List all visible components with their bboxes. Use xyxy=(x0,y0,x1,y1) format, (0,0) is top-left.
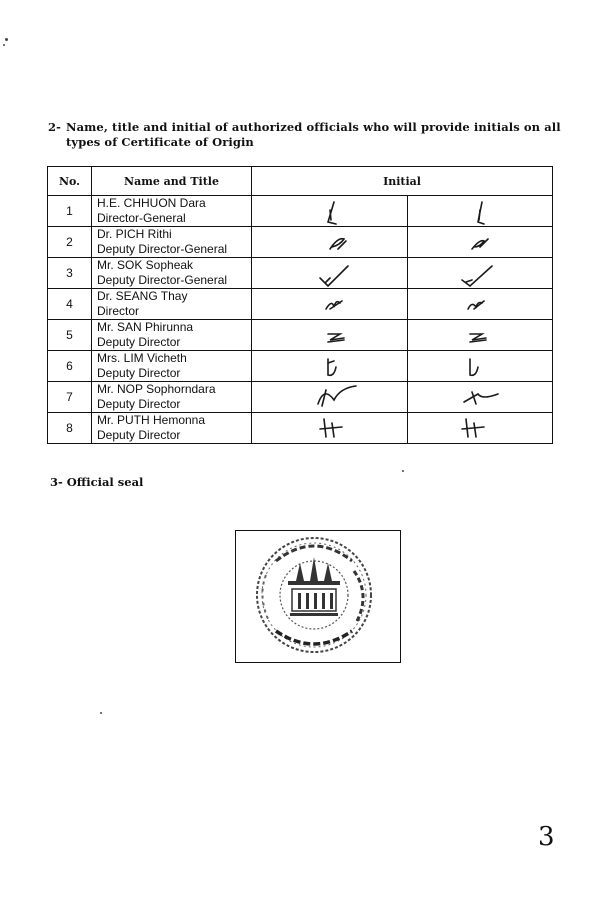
initial-signature-1 xyxy=(252,351,408,382)
handwritten-initial xyxy=(408,196,558,226)
official-name-title xyxy=(92,382,252,413)
initial-signature-1 xyxy=(252,258,408,289)
initial-stroke xyxy=(320,427,342,429)
table-row xyxy=(48,196,553,227)
official-seal-frame xyxy=(235,530,401,663)
header-initial: Initial xyxy=(252,167,553,196)
handwritten-initial xyxy=(252,258,402,288)
row-number: 2 xyxy=(48,227,92,258)
initial-stroke xyxy=(330,239,344,249)
official-name-title xyxy=(92,413,252,444)
official-title: Director xyxy=(97,304,140,318)
official-name: Dr. SEANG Thay xyxy=(97,289,188,303)
table-header-row xyxy=(48,167,553,196)
handwritten-initial xyxy=(252,289,402,319)
handwritten-initial xyxy=(252,351,402,381)
table-row xyxy=(48,258,553,289)
table-row xyxy=(48,289,553,320)
handwritten-initial xyxy=(408,320,558,350)
initial-stroke xyxy=(470,359,478,375)
section-2-number: 2- xyxy=(48,120,61,134)
initial-signature-1 xyxy=(252,320,408,351)
official-title: Deputy Director xyxy=(97,428,181,442)
initial-stroke xyxy=(330,210,331,220)
official-name: Mrs. LIM Vicheth xyxy=(97,351,187,365)
official-name: Mr. NOP Sophorndara xyxy=(97,382,216,396)
initial-signature-1 xyxy=(252,227,408,258)
official-name: Mr. SAN Phirunna xyxy=(97,320,194,334)
initial-stroke xyxy=(328,202,336,224)
initial-stroke xyxy=(328,334,344,340)
section-2-heading-line1: Name, title and initial of authorized officials who will provide initials on all xyxy=(66,120,561,134)
header-no: No. xyxy=(48,167,92,196)
table-row xyxy=(48,351,553,382)
official-name: H.E. CHHUON Dara xyxy=(97,196,206,210)
official-name-title xyxy=(92,227,252,258)
handwritten-initial xyxy=(408,382,558,412)
official-title: Deputy Director-General xyxy=(97,273,228,287)
scan-speck xyxy=(3,44,5,46)
handwritten-initial xyxy=(252,320,402,350)
handwritten-initial xyxy=(408,413,558,443)
header-name-title: Name and Title xyxy=(92,167,252,196)
section-2-heading-line2: types of Certificate of Origin xyxy=(66,135,254,149)
initial-signature-2 xyxy=(408,351,553,382)
initial-stroke xyxy=(479,210,480,220)
initial-stroke xyxy=(328,361,334,363)
row-number: 8 xyxy=(48,413,92,444)
row-number: 6 xyxy=(48,351,92,382)
table-row xyxy=(48,227,553,258)
page-number-handwritten: 3 xyxy=(538,822,555,852)
row-number: 1 xyxy=(48,196,92,227)
section-2-heading xyxy=(48,120,568,150)
official-title: Deputy Director xyxy=(97,366,181,380)
initial-signature-2 xyxy=(408,227,553,258)
initial-stroke xyxy=(466,280,472,282)
row-number: 7 xyxy=(48,382,92,413)
official-name-title xyxy=(92,320,252,351)
initial-stroke xyxy=(322,390,326,406)
initial-signature-2 xyxy=(408,258,553,289)
handwritten-initial xyxy=(252,196,402,226)
initial-stroke xyxy=(320,266,348,286)
row-number: 3 xyxy=(48,258,92,289)
initial-stroke xyxy=(474,423,476,437)
initial-stroke xyxy=(464,394,498,402)
officials-table xyxy=(47,166,553,444)
row-number: 4 xyxy=(48,289,92,320)
handwritten-initial xyxy=(252,227,402,257)
handwritten-initial xyxy=(408,227,558,257)
initial-signature-2 xyxy=(408,320,553,351)
official-title: Director-General xyxy=(97,211,186,225)
section-3-heading: 3- Official seal xyxy=(50,475,144,489)
official-name: Mr. PUTH Hemonna xyxy=(97,413,206,427)
official-name: Mr. SOK Sopheak xyxy=(97,258,194,272)
initial-signature-1 xyxy=(252,413,408,444)
table-row xyxy=(48,382,553,413)
initial-signature-2 xyxy=(408,289,553,320)
initial-signature-1 xyxy=(252,289,408,320)
initial-stroke xyxy=(332,423,334,437)
official-name-title xyxy=(92,258,252,289)
table-row xyxy=(48,413,553,444)
handwritten-initial xyxy=(252,382,402,412)
initial-stroke xyxy=(326,278,330,282)
initial-signature-2 xyxy=(408,196,553,227)
table-row xyxy=(48,320,553,351)
handwritten-initial xyxy=(408,289,558,319)
official-seal-stamp xyxy=(236,531,400,662)
official-name: Dr. PICH Rithi xyxy=(97,227,172,241)
scan-speck xyxy=(402,470,404,472)
initial-stroke xyxy=(462,266,492,286)
official-name-title xyxy=(92,196,252,227)
handwritten-initial xyxy=(408,351,558,381)
official-title: Deputy Director xyxy=(97,335,181,349)
initial-stroke xyxy=(470,334,486,340)
initial-stroke xyxy=(462,427,484,429)
initial-signature-1 xyxy=(252,382,408,413)
official-title: Deputy Director xyxy=(97,397,181,411)
initial-signature-1 xyxy=(252,196,408,227)
official-name-title xyxy=(92,351,252,382)
handwritten-initial xyxy=(408,258,558,288)
scan-speck xyxy=(5,38,8,41)
official-name-title xyxy=(92,289,252,320)
row-number: 5 xyxy=(48,320,92,351)
handwritten-initial xyxy=(252,413,402,443)
initial-signature-2 xyxy=(408,382,553,413)
initial-signature-2 xyxy=(408,413,553,444)
scan-speck xyxy=(100,712,102,714)
official-title: Deputy Director-General xyxy=(97,242,228,256)
